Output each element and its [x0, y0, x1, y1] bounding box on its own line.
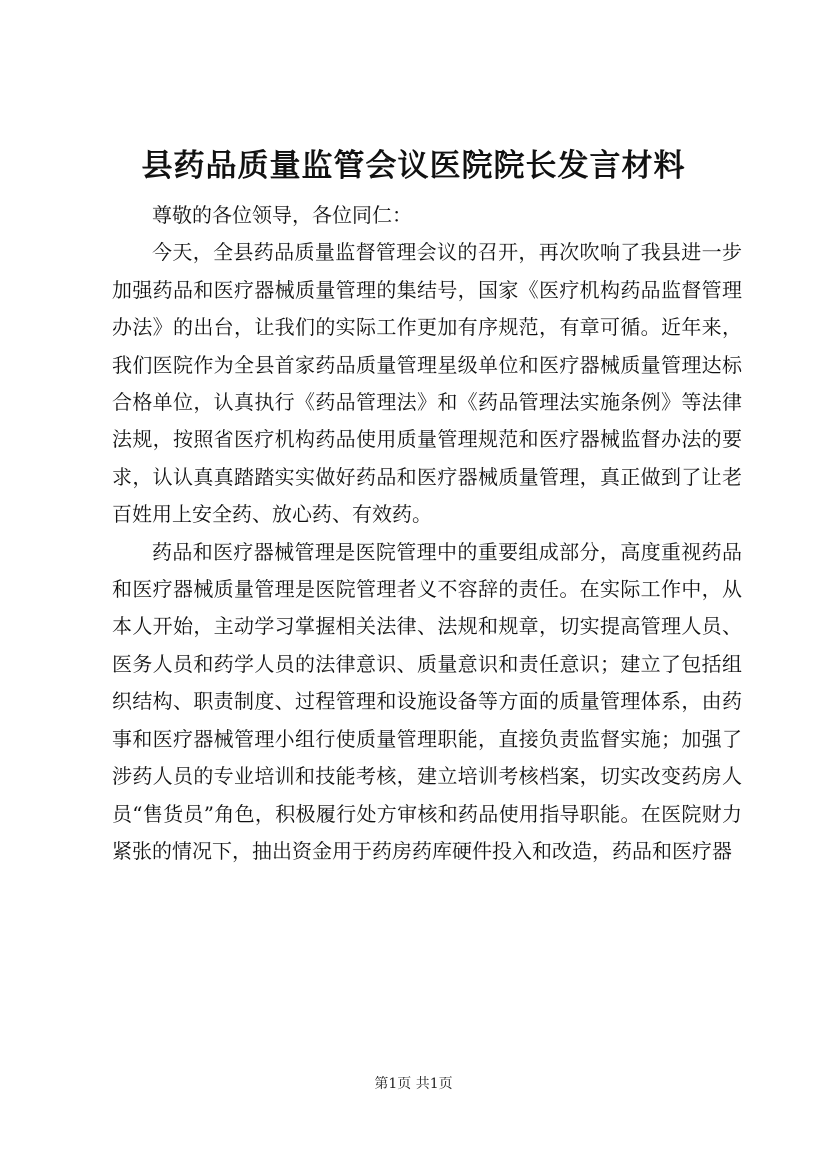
greeting-paragraph: 尊敬的各位领导，各位同仁： [152, 203, 412, 227]
page-number-footer: 第1页 共1页 [374, 1076, 453, 1092]
document-body [112, 197, 742, 870]
document-title: 县药品质量监管会议医院院长发言材料 [141, 148, 686, 184]
body-paragraph-2: 药品和医疗器械管理是医院管理中的重要组成部分，高度重视药品和医疗器械质量管理是医院管理者义不容辞的责任。在实际工作中，从本人开始，主动学习掌握相关法律、法规和规章，切实提高管理人员、医务人员和药学人员的法律意识、质量意识和责任意识；建立了包括组织结构、职责制度、过程管理和设施设备等方面的质量管理体系，由药事和医疗器械管理小组行使质量管理职能，直接负责监督实施；加强了涉药人员的专业培训和技能考核，建立培训考核档案，切实改变药房人员“售货员”角色，积极履行处方审核和药品使用指导职能。在医院财力紧张的情况下，抽出资金用于药房药库硬件投入和改造，药品和医疗器 [112, 539, 742, 863]
body-paragraph-1: 今天，全县药品质量监督管理会议的召开，再次吹响了我县进一步加强药品和医疗器械质量管理的集结号，国家《医疗机构药品监督管理办法》的出台，让我们的实际工作更加有序规范，有章可循。近年来，我们医院作为全县首家药品质量管理星级单位和医疗器械质量管理达标合格单位，认真执行《药品管理法》和《药品管理法实施条例》等法律法规，按照省医疗机构药品使用质量管理规范和医疗器械监督办法的要求，认认真真踏踏实实做好药品和医疗器械质量管理，真正做到了让老百姓用上安全药、放心药、有效药。 [112, 240, 742, 527]
